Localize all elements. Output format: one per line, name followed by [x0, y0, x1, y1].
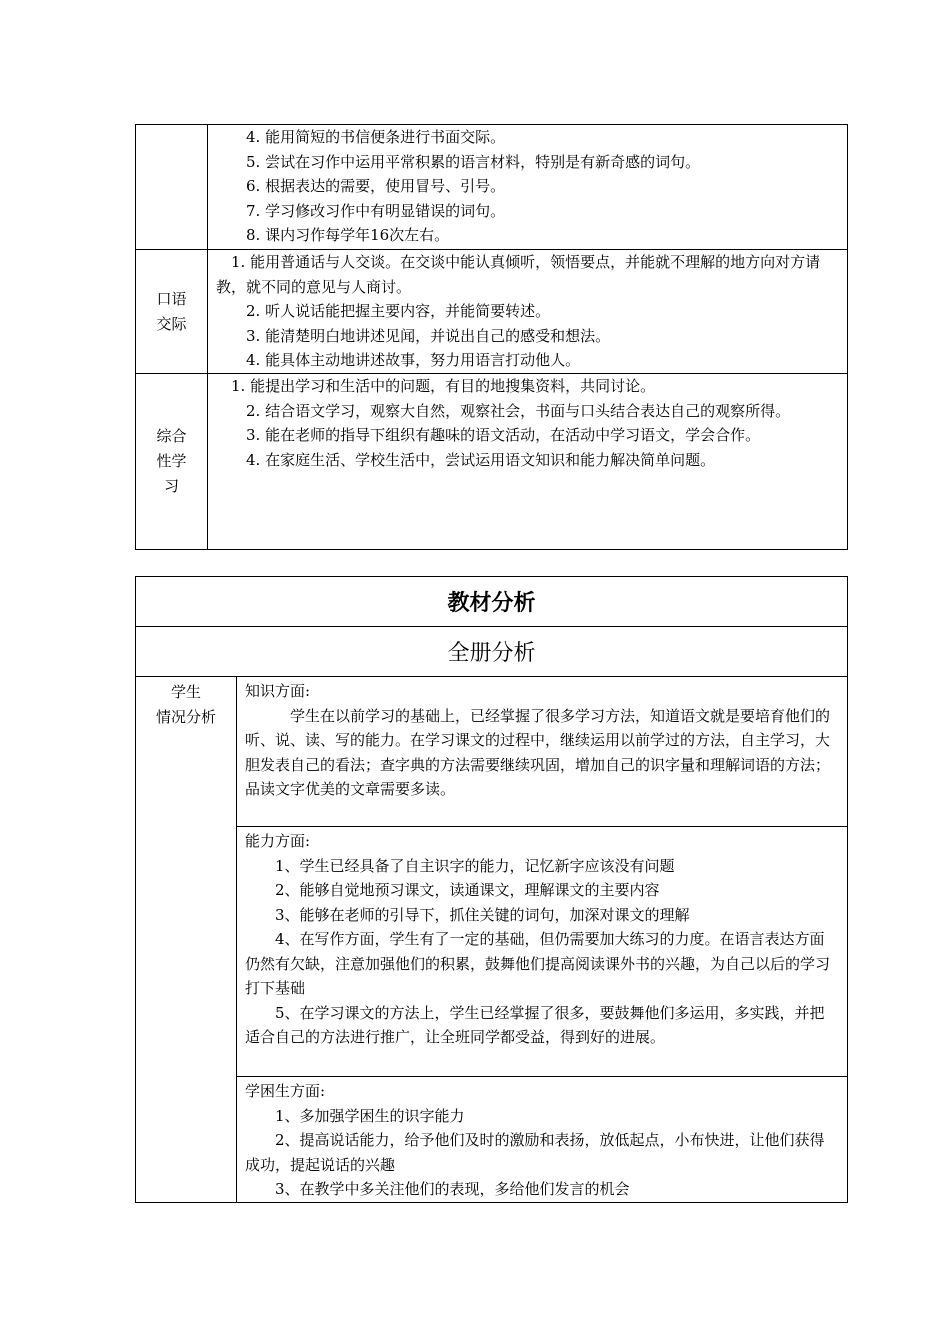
table-row	[136, 250, 848, 374]
table-row	[136, 1077, 848, 1203]
table-row	[136, 577, 848, 627]
list-item: 6. 根据表达的需要，使用冒号、引号。	[246, 177, 506, 195]
list-item: 2. 听人说话能把握主要内容，并能简要转述。	[246, 302, 551, 320]
list-item: 4. 在家庭生活、学校生活中，尝试运用语文知识和能力解决简单问题。	[246, 450, 716, 469]
list-item: 1、多加强学困生的识字能力	[275, 1106, 465, 1125]
section-heading: 能力方面:	[245, 832, 311, 850]
table-row	[136, 627, 848, 677]
section-heading: 知识方面:	[245, 682, 311, 700]
list-item: 1、学生已经具备了自主识字的能力，记忆新字应该没有问题	[275, 856, 675, 875]
list-item: 2、能够自觉地预习课文，读通课文，理解课文的主要内容	[275, 881, 660, 899]
list-item: 1. 能提出学习和生活中的问题，有目的地搜集资料，共同讨论。	[231, 377, 656, 395]
list-item: 4. 能具体主动地讲述故事，努力用语言打动他人。	[246, 351, 581, 369]
writing-items	[208, 125, 848, 250]
table-row	[136, 677, 848, 827]
label-line: 综合	[156, 427, 187, 445]
section-title: 教材分析	[136, 577, 848, 627]
struggling-students-section	[237, 1077, 848, 1203]
section-subtitle: 全册分析	[136, 627, 848, 677]
list-item: 5. 尝试在习作中运用平常积累的语言材料，特别是有新奇感的词句。	[246, 152, 701, 171]
knowledge-section	[237, 677, 848, 827]
list-item: 4、在写作方面，学生有了一定的基础，但仍需要加大练习的力度。在语言表达方面仍然有欠缺，注意加强他们的积累，鼓舞他们提高阅读课外书的兴趣，为自己以后的学习打下基础	[245, 930, 831, 997]
row-label-oral-communication	[136, 250, 208, 374]
textbook-analysis-table	[135, 576, 848, 1203]
table-row	[136, 125, 848, 250]
table-row	[136, 374, 848, 550]
row-label-writing	[136, 125, 208, 250]
label-line: 交际	[156, 314, 187, 333]
list-item: 1. 能用普通话与人交谈。在交谈中能认真倾听，领悟要点，并能就不理解的地方向对方请教，就不同的意见与人商讨。	[216, 253, 821, 296]
list-item: 7. 学习修改习作中有明显错误的词句。	[246, 201, 506, 220]
list-item: 8. 课内习作每学年16次左右。	[246, 226, 450, 244]
list-item: 3. 能清楚明白地讲述见闻，并说出自己的感受和想法。	[246, 326, 611, 345]
row-label-student-analysis	[136, 677, 237, 1203]
label-line: 学生	[170, 683, 201, 701]
label-line: 口语	[156, 289, 187, 308]
list-item: 3、能够在老师的引导下，抓住关键的词句，加深对课文的理解	[275, 905, 690, 924]
curriculum-standards-table	[135, 124, 848, 550]
list-item: 2. 结合语文学习，观察大自然，观察社会，书面与口头结合表达自己的观察所得。	[246, 401, 791, 420]
label-line: 情况分析	[155, 708, 216, 726]
list-item: 5、在学习课文的方法上，学生已经掌握了很多，要鼓舞他们多运用，多实践，并把适合自己的方法进行推广，让全班同学都受益，得到好的进展。	[245, 1003, 825, 1046]
row-label-comprehensive-learning	[136, 374, 208, 550]
list-item: 2、提高说话能力，给予他们及时的激励和表扬，放低起点，小布快进，让他们获得成功，提起说话的兴趣	[245, 1131, 825, 1174]
list-item: 3、在教学中多关注他们的表现，多给他们发言的机会	[275, 1180, 630, 1198]
list-item: 4. 能用简短的书信便条进行书面交际。	[246, 128, 506, 146]
comprehensive-learning-items	[208, 374, 848, 550]
ability-section	[237, 827, 848, 1077]
list-item: 3. 能在老师的指导下组织有趣味的语文活动，在活动中学习语文，学会合作。	[246, 426, 761, 444]
paragraph: 学生在以前学习的基础上，已经掌握了很多学习方法，知道语文就是要培育他们的听、说、读、写的能力。在学习课文的过程中，继续运用以前学过的方法，自主学习，大胆发表自己的看法；查字典的方法需要继续巩固，增加自己的识字量和理解词语的方法；品读文字优美的文章需要多读。	[245, 706, 831, 798]
label-line: 习	[163, 477, 179, 495]
section-heading: 学困生方面:	[245, 1082, 326, 1100]
table-row	[136, 827, 848, 1077]
label-line: 性学	[156, 452, 187, 470]
oral-communication-items	[208, 250, 848, 374]
